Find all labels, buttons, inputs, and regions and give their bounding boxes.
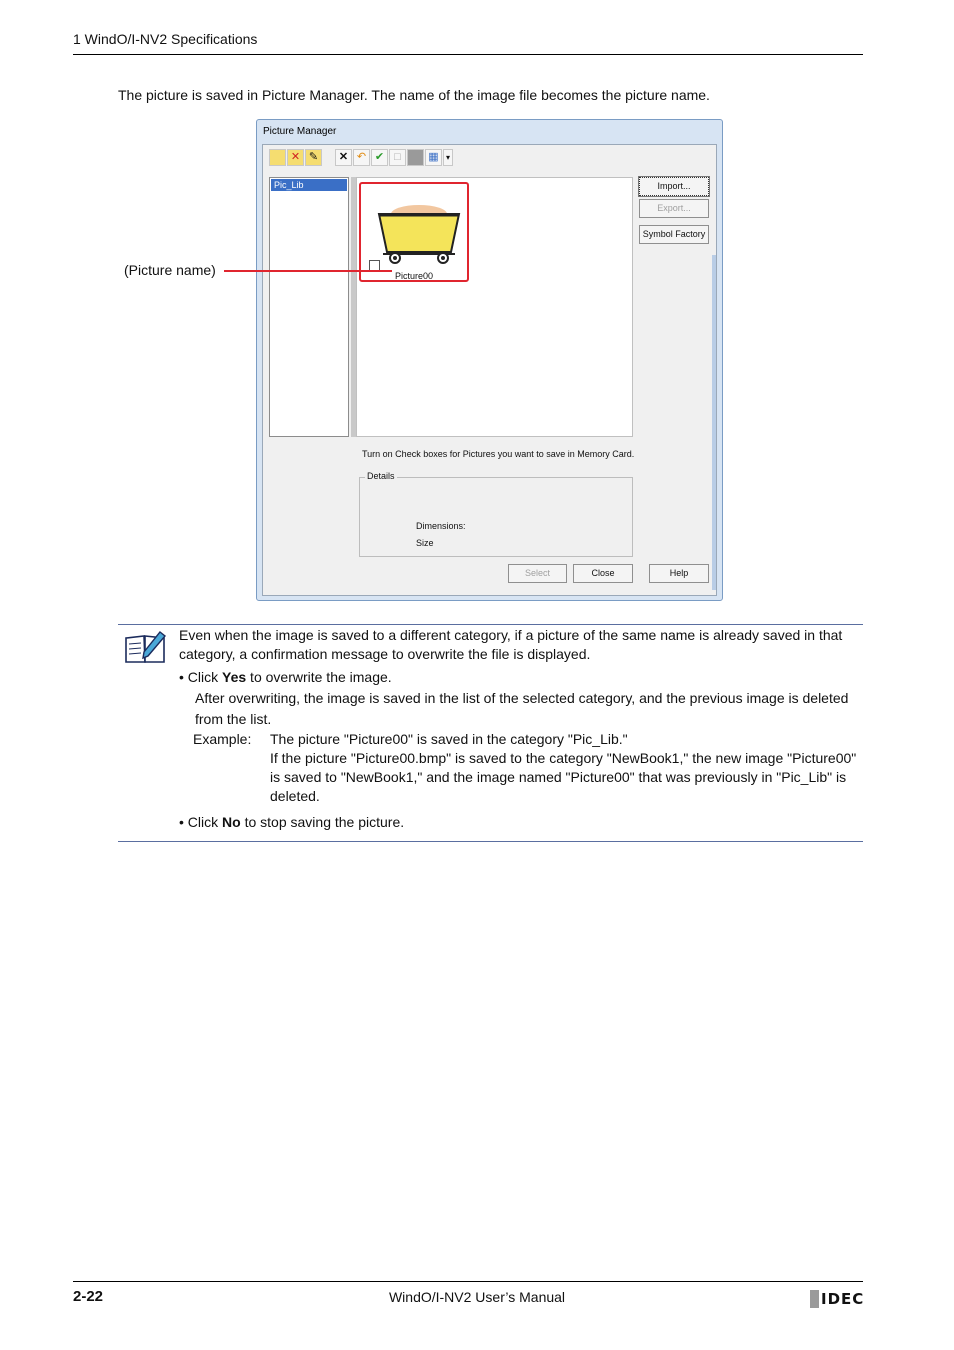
details-legend: Details	[367, 471, 395, 481]
dialog-scrollbar[interactable]	[712, 255, 716, 590]
close-button[interactable]: Close	[573, 564, 633, 583]
toolbar-picture	[335, 149, 453, 167]
import-button[interactable]: Import...	[639, 177, 709, 196]
check-icon[interactable]: ✔	[371, 149, 388, 166]
footer-title: WindO/I-NV2 User’s Manual	[388, 1289, 566, 1305]
help-button[interactable]: Help	[649, 564, 709, 583]
bullet-yes: • Click Yes to overwrite the image.	[179, 669, 392, 685]
uncheck-icon[interactable]: □	[389, 149, 406, 166]
idec-logo	[810, 1290, 864, 1308]
footer-rule	[73, 1281, 863, 1282]
example-line-2: If the picture "Picture00.bmp" is saved to the category "NewBook1," the new image "Picture00" is saved to "NewBook1," and the image named "Picture00" that was previously in "Pic_Lib" is deleted.	[270, 750, 857, 804]
bullet-yes-bold: Yes	[222, 669, 247, 685]
note-bottom-rule	[118, 841, 863, 842]
note-main-text: Even when the image is saved to a different category, if a picture of the same name is already saved in that category, a confirmation message to overwrite the file is displayed.	[179, 627, 843, 662]
bullet-no-bold: No	[222, 814, 241, 830]
symbol-factory-button[interactable]: Symbol Factory	[639, 225, 709, 244]
note-content	[179, 626, 863, 832]
bullet-no-suffix: to stop saving the picture.	[240, 814, 405, 830]
picture-name-label: Picture00	[394, 271, 434, 281]
example-label: Example:	[193, 731, 252, 747]
picture-thumbnail-highlight[interactable]	[359, 182, 469, 282]
bullet-yes-suffix: to overwrite the image.	[246, 669, 392, 685]
mine-cart-picture	[361, 184, 467, 270]
category-item-pic-lib[interactable]: Pic_Lib	[271, 179, 347, 191]
bullet-yes-detail: After overwriting, the image is saved in the list of the selected category, and the previous image is deleted from the list.	[195, 690, 849, 727]
details-group	[359, 471, 633, 557]
select-button[interactable]: Select	[508, 564, 567, 583]
delete-icon[interactable]: ✕	[335, 149, 352, 166]
bullet-no: • Click No to stop saving the picture.	[179, 814, 405, 830]
new-category-icon[interactable]	[269, 149, 286, 166]
logo-text: IDEC	[821, 1290, 865, 1308]
view-list-icon[interactable]: ▦	[425, 149, 442, 166]
example-line-1: The picture "Picture00" is saved in the category "Pic_Lib."	[270, 731, 628, 747]
picture-area[interactable]	[356, 177, 633, 437]
page-number: 2-22	[73, 1288, 104, 1305]
save-hint-text: Turn on Check boxes for Pictures you want to save in Memory Card.	[362, 449, 635, 459]
dimensions-label: Dimensions:	[416, 521, 466, 531]
running-header: 1 WindO/I-NV2 Specifications	[73, 31, 258, 47]
example-block	[179, 730, 863, 806]
toolbar-category	[269, 149, 322, 167]
chevron-down-icon[interactable]: ▾	[443, 149, 453, 166]
example-text	[270, 730, 863, 806]
picture-manager-dialog	[256, 119, 723, 601]
delete-category-icon[interactable]: ✕	[287, 149, 304, 166]
callout-line	[224, 270, 392, 272]
gray-box-icon[interactable]	[407, 149, 424, 166]
callout-label: (Picture name)	[124, 262, 216, 278]
note-pencil-icon	[124, 630, 166, 664]
bullet-no-prefix: Click	[187, 814, 223, 830]
undo-icon[interactable]: ↶	[353, 149, 370, 166]
dialog-body	[262, 144, 717, 596]
bullet-yes-prefix: Click	[187, 669, 223, 685]
dialog-title: Picture Manager	[263, 126, 337, 137]
header-rule	[73, 54, 863, 55]
category-list[interactable]	[269, 177, 349, 437]
rename-category-icon[interactable]: ✎	[305, 149, 322, 166]
intro-text: The picture is saved in Picture Manager. The name of the image file becomes the picture name.	[118, 87, 710, 103]
size-label: Size	[416, 538, 434, 548]
export-button[interactable]: Export...	[639, 199, 709, 218]
note-top-rule	[118, 624, 863, 625]
